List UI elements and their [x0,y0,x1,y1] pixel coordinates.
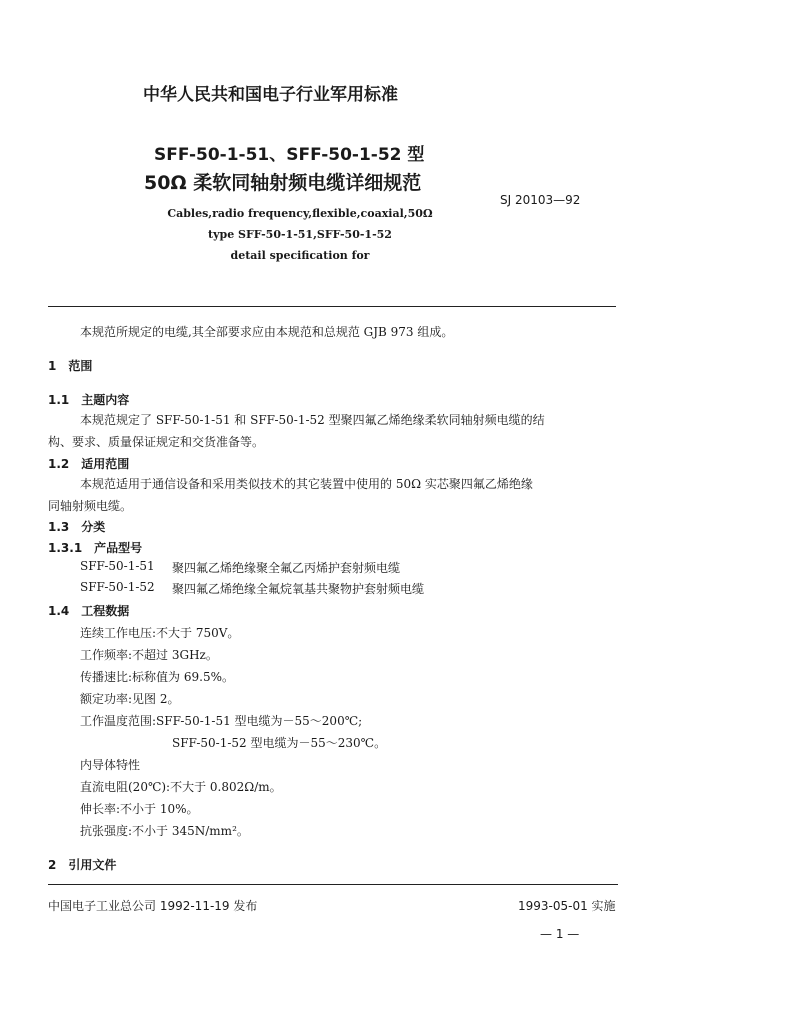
eng-data-power: 额定功率:见图 2。 [80,692,180,706]
section-1-3-1-heading: 1.3.1 产品型号 [48,541,143,555]
eng-data-temp-range-1: 工作温度范围:SFF-50-1-51 型电缆为－55～200℃; [80,714,363,728]
document-title-line1: SFF-50-1-51、SFF-50-1-52 型 [154,145,425,165]
english-title-line1: Cables,radio frequency,flexible,coaxial,50Ω [167,207,433,220]
eng-data-temp-range-2: SFF-50-1-52 型电缆为－55～230℃。 [172,736,387,750]
document-title-line2: 50Ω 柔软同轴射频电缆详细规范 [144,172,422,194]
intro-paragraph: 本规范所规定的电缆,其全部要求应由本规范和总规范 GJB 973 组成。 [80,325,454,339]
eng-data-inner-conductor: 内导体特性 [80,758,141,772]
section-1-3-heading: 1.3 分类 [48,520,106,534]
section-1-2-heading: 1.2 适用范围 [48,457,130,471]
eng-data-voltage: 连续工作电压:不大于 750V。 [80,626,240,640]
type-desc-1: 聚四氟乙烯绝缘聚全氟乙丙烯护套射频电缆 [172,561,401,575]
page-number: — 1 — [540,927,580,941]
english-title-line2: type SFF-50-1-51,SFF-50-1-52 [208,228,392,241]
header-divider [48,306,616,307]
type-desc-2: 聚四氟乙烯绝缘全氟烷氧基共聚物护套射频电缆 [172,582,425,596]
effective-date: 1993-05-01 实施 [518,899,616,913]
eng-data-velocity: 传播速比:标称值为 69.5%。 [80,670,234,684]
standard-code: SJ 20103—92 [500,193,581,207]
issue-info: 中国电子工业总公司 1992-11-19 发布 [48,899,258,913]
eng-data-tensile-strength: 抗张强度:不小于 345N/mm²。 [80,824,249,838]
standard-organization: 中华人民共和国电子行业军用标准 [143,85,398,105]
type-model-2: SFF-50-1-52 [80,580,155,594]
section-1-1-text-line2: 构、要求、质量保证规定和交货准备等。 [48,435,265,449]
section-1-2-text-line2: 同轴射频电缆。 [48,499,133,513]
section-1-1-heading: 1.1 主题内容 [48,393,130,407]
footer-divider [48,884,618,885]
section-2-heading: 2 引用文件 [48,858,117,872]
eng-data-frequency: 工作频率:不超过 3GHz。 [80,648,218,662]
section-1-4-heading: 1.4 工程数据 [48,604,130,618]
eng-data-elongation: 伸长率:不小于 10%。 [80,802,199,816]
section-1-2-text-line1: 本规范适用于通信设备和采用类似技术的其它装置中使用的 50Ω 实芯聚四氟乙烯绝缘 [80,477,533,491]
section-1-heading: 1 范围 [48,359,93,373]
english-title-line3: detail specification for [230,249,370,262]
type-model-1: SFF-50-1-51 [80,559,155,573]
section-1-1-text-line1: 本规范规定了 SFF-50-1-51 和 SFF-50-1-52 型聚四氟乙烯绝缘柔软同轴射频电缆的结 [80,413,545,427]
eng-data-dc-resistance: 直流电阻(20℃):不大于 0.802Ω/m。 [80,780,282,794]
